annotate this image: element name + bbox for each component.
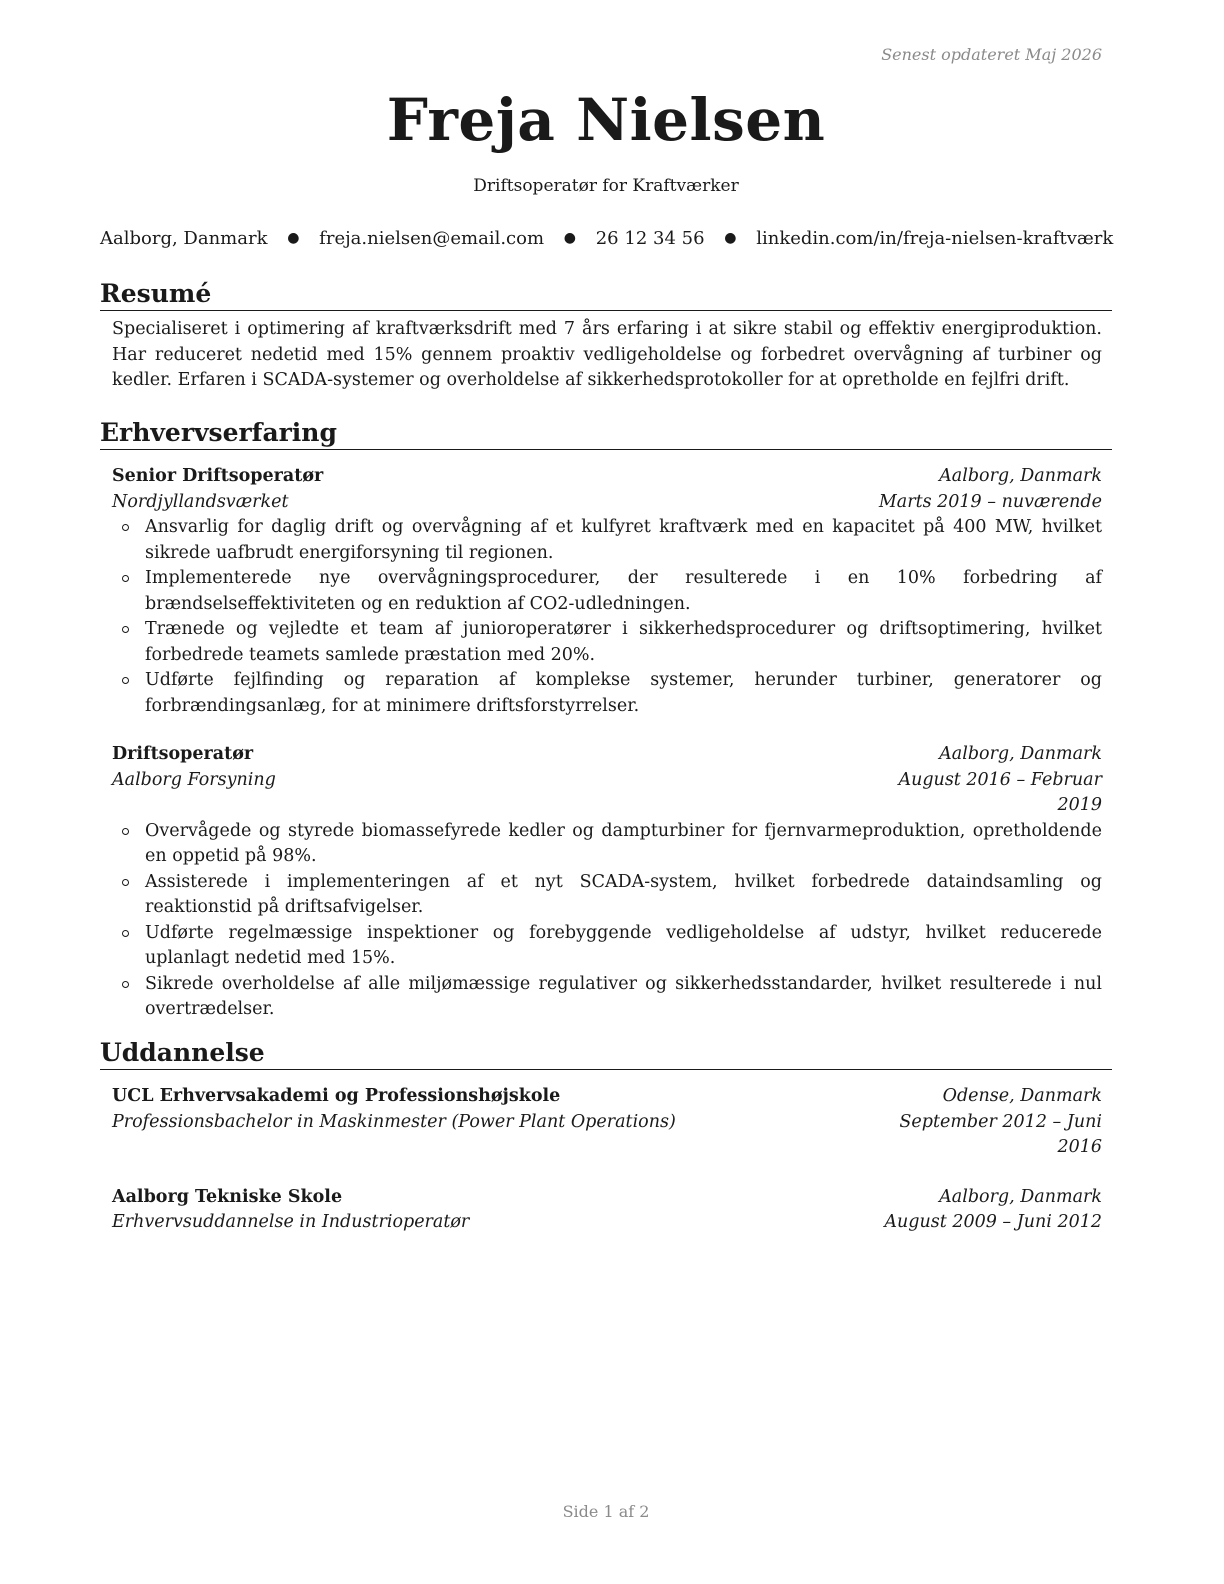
contact-email[interactable]: freja.nielsen@email.com <box>319 228 545 249</box>
education-header-row <box>112 1185 1102 1211</box>
job-dates: Marts 2019 – nuværende <box>878 491 1102 512</box>
list-item: Ansvarlig for daglig drift og overvågning af et kulfyret kraftværk med en kapacitet på 400 MW, hvilket sikrede uafbrudt energiforsyning til regionen. <box>112 515 1102 566</box>
education-entry <box>112 1185 1102 1236</box>
contact-phone: 26 12 34 56 <box>595 228 705 249</box>
education-dates: August 2009 – Juni 2012 <box>884 1212 1102 1232</box>
education-entry <box>112 1084 1102 1161</box>
experience-section <box>100 418 1112 1023</box>
job-title: Senior Driftsoperatør <box>112 466 324 486</box>
list-item: Implementerede nye overvågningsprocedurer, der resulterede i en 10% forbedring af brændselseffektiviteten og en reduktion af CO2-udledningen. <box>112 566 1102 617</box>
circle-bullet-icon <box>122 524 129 531</box>
list-item: Sikrede overholdelse af alle miljømæssige regulativer og sikkerhedsstandarder, hvilket resulterede i nul overtrædelser. <box>112 972 1102 1023</box>
job-location: Aalborg, Danmark <box>939 466 1102 486</box>
education-header-row <box>112 1084 1102 1110</box>
list-item: Trænede og vejledte et team af junioroperatører i sikkerhedsprocedurer og driftsoptimering, hvilket forbedrede teamets samlede præstation med 20%. <box>112 617 1102 668</box>
school-name: UCL Erhvervsakademi og Professionshøjskole <box>112 1086 561 1106</box>
job-header-row <box>112 742 1102 768</box>
list-item: Assisterede i implementeringen af et nyt SCADA-system, hvilket forbedrede dataindsamling og reaktionstid på driftsafvigelser. <box>112 870 1102 921</box>
degree: Professionsbachelor in Maskinmester (Power Plant Operations) <box>112 1111 676 1132</box>
contact-line <box>100 228 1112 249</box>
school-name: Aalborg Tekniske Skole <box>112 1186 343 1207</box>
job-subheader-row <box>112 490 1102 516</box>
resume-page <box>100 0 1112 1584</box>
circle-bullet-icon <box>122 879 129 886</box>
job-header-row <box>112 464 1102 490</box>
bullet-separator-icon: ● <box>724 230 737 246</box>
contact-location: Aalborg, Danmark <box>100 228 268 249</box>
candidate-name: Freja Nielsen <box>386 86 826 154</box>
summary-section <box>100 279 1112 394</box>
last-updated-note: Senest opdateret Maj 2026 <box>881 45 1102 64</box>
bullet-separator-icon: ● <box>563 230 576 246</box>
job-subheader-row <box>112 768 1102 819</box>
bullet-separator-icon: ● <box>287 230 300 246</box>
circle-bullet-icon <box>122 981 129 988</box>
circle-bullet-icon <box>122 626 129 633</box>
job-dates: August 2016 – Februar 2019 <box>898 769 1102 815</box>
job-title: Driftsoperatør <box>112 744 254 764</box>
job-entry <box>112 742 1102 1023</box>
job-bullet-list <box>112 819 1102 1023</box>
circle-bullet-icon <box>122 828 129 835</box>
page-number: Side 1 af 2 <box>562 1502 650 1521</box>
job-location: Aalborg, Danmark <box>939 744 1102 764</box>
section-heading-summary: Resumé <box>100 279 1112 311</box>
circle-bullet-icon <box>122 930 129 937</box>
job-company: Aalborg Forsyning <box>112 769 276 790</box>
job-bullet-list <box>112 515 1102 719</box>
job-entry <box>112 464 1102 719</box>
school-location: Aalborg, Danmark <box>939 1186 1102 1207</box>
summary-text: Specialiseret i optimering af kraftværksdrift med 7 års erfaring i at sikre stabil og effektiv energiproduktion. Har reduceret nedetid med 15% gennem proaktiv vedligeholdelse og forbedret overvågning af turbiner og kedler. Erfaren i SCADA-systemer og overholdelse af sikkerhedsprotokoller for at opretholde en fejlfri drift. <box>112 319 1102 390</box>
job-company: Nordjyllandsværket <box>112 491 289 512</box>
education-dates: September 2012 – Juni 2016 <box>899 1111 1102 1157</box>
education-subheader-row <box>112 1210 1102 1236</box>
circle-bullet-icon <box>122 677 129 684</box>
list-item: Overvågede og styrede biomassefyrede kedler og dampturbiner for fjernvarmeproduktion, opretholdende en oppetid på 98%. <box>112 819 1102 870</box>
section-heading-education: Uddannelse <box>100 1038 1112 1070</box>
job-title: Driftsoperatør for Kraftværker <box>473 176 739 196</box>
contact-linkedin[interactable]: linkedin.com/in/freja-nielsen-kraftværk <box>756 228 1114 249</box>
degree: Erhvervsuddannelse in Industrioperatør <box>112 1212 470 1232</box>
education-section <box>100 1038 1112 1236</box>
list-item: Udførte regelmæssige inspektioner og forebyggende vedligeholdelse af udstyr, hvilket reducerede uplanlagt nedetid med 15%. <box>112 921 1102 972</box>
section-heading-experience: Erhvervserfaring <box>100 418 1112 450</box>
school-location: Odense, Danmark <box>942 1086 1102 1106</box>
list-item: Udførte fejlfinding og reparation af komplekse systemer, herunder turbiner, generatorer og forbrændingsanlæg, for at minimere driftsforstyrrelser. <box>112 668 1102 719</box>
circle-bullet-icon <box>122 575 129 582</box>
education-subheader-row <box>112 1110 1102 1161</box>
